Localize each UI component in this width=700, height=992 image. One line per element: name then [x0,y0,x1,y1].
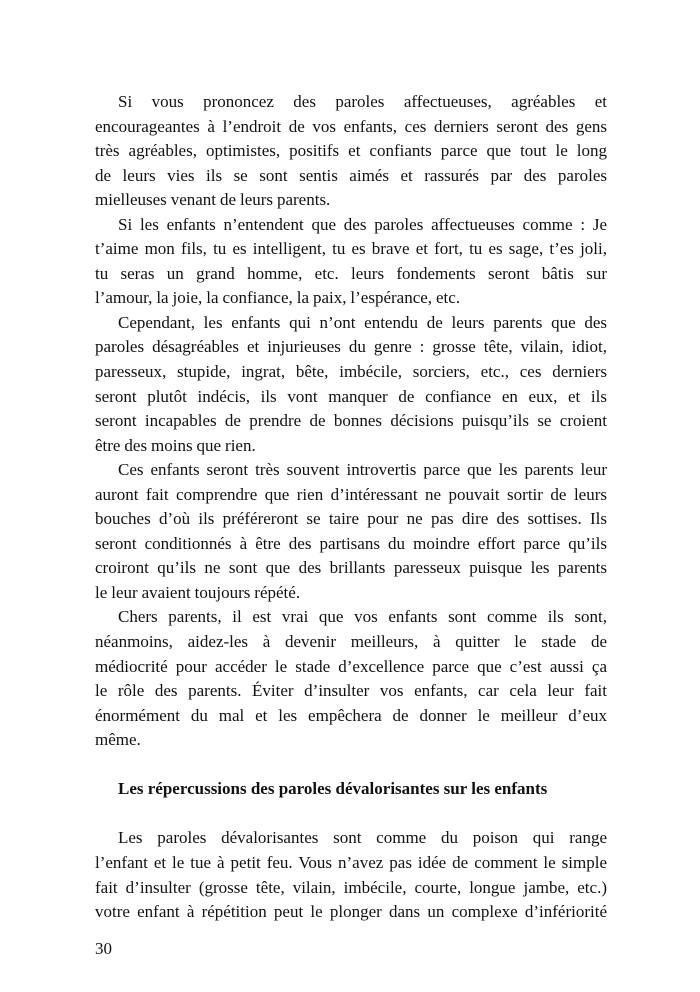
text-line: Chers parents, il est vrai que vos enfants sont comme ils sont, [118,607,607,627]
text-line: croiront qu’ils ne sont que des brillants paresseux puisque les parents [95,558,607,578]
page-number: 30 [95,938,112,958]
text-line: médiocrité pour accéder le stade d’excellence parce que c’est aussi ça [95,656,607,676]
paragraph [95,458,607,605]
text-line: auront fait comprendre que rien d’intéressant ne pouvait sortir de leurs [95,484,607,504]
text-line: de leurs vies ils se sont sentis aimés et rassurés par des paroles [95,165,607,185]
text-line: t’aime mon fils, tu es intelligent, tu es brave et fort, tu es sage, t’es joli, [95,239,607,259]
text-line: seront plutôt indécis, ils vont manquer de confiance en eux, et ils [95,386,607,406]
text-line: paresseux, stupide, ingrat, bête, imbécile, sorciers, etc., ces derniers [95,362,607,382]
text-line: Cependant, les enfants qui n’ont entendu de leurs parents que des [118,312,607,332]
page-body [95,0,607,961]
text-line: encourageantes à l’endroit de vos enfants, ces derniers seront des gens [95,116,607,136]
text-line: seront conditionnés à être des partisans du moindre effort parce qu’ils [95,533,607,553]
text-line: votre enfant à répétition peut le plonger dans un complexe d’infériorité [95,902,607,922]
paragraph [95,605,607,752]
text-line: fait d’insulter (grosse tête, vilain, imbécile, courte, longue jambe, etc.) [95,877,607,897]
paragraph [95,826,607,924]
paragraph [95,90,607,213]
text-line: Ces enfants seront très souvent introvertis parce que les parents leur [118,460,607,480]
text-line: mielleuses venant de leurs parents. [95,190,331,210]
text-line: énormément du mal et les empêchera de donner le meilleur d’eux [95,705,607,725]
text-line: seront incapables de prendre de bonnes décisions puisqu’ils se croient [95,411,607,431]
paragraphs-after-heading [95,826,607,924]
text-line: même. [95,730,141,750]
text-line: Si vous prononcez des paroles affectueuses, agréables et [118,92,607,111]
text-line: tu seras un grand homme, etc. leurs fondements seront bâtis sur [95,263,607,283]
text-line: bouches d’où ils préféreront se taire pour ne pas dire des sottises. Ils [95,509,607,529]
text-line: être des moins que rien. [95,435,256,455]
text-line: l’amour, la joie, la confiance, la paix, l’espérance, etc. [95,288,461,308]
text-line: néanmoins, aidez-les à devenir meilleurs, à quitter le stade de [95,632,607,652]
text-line: très agréables, optimistes, positifs et confiants parce que tout le long [95,141,607,161]
text-line: Les paroles dévalorisantes sont comme du poison qui range [118,828,607,848]
paragraph [95,213,607,311]
section-heading: Les répercussions des paroles dévalorisantes sur les enfants [118,779,548,799]
text-line: paroles désagréables et injurieuses du genre : grosse tête, vilain, idiot, [95,337,607,357]
text-line: l’enfant et le tue à petit feu. Vous n’avez pas idée de comment le simple [95,852,607,872]
text-line: le rôle des parents. Éviter d’insulter vos enfants, car cela leur fait [95,681,607,701]
paragraph [95,311,607,458]
text-line: le leur avaient toujours répété. [95,582,301,602]
paragraphs-before-heading [95,90,607,753]
text-line: Si les enfants n’entendent que des paroles affectueuses comme : Je [118,214,607,234]
